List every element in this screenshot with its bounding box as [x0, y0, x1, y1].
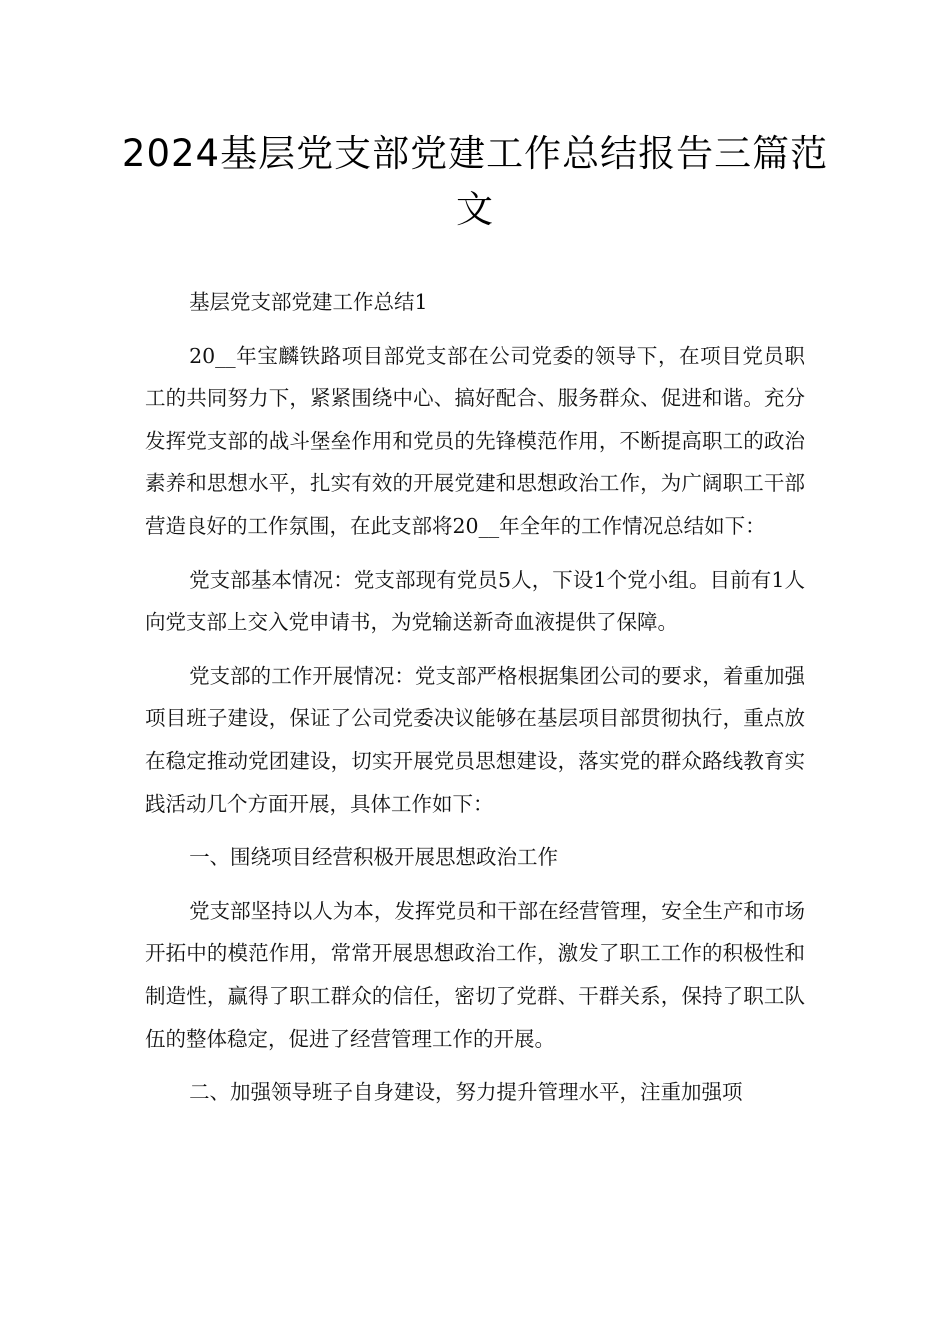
subsection-heading: 一、围绕项目经营积极开展思想政治工作 — [189, 845, 559, 870]
document-title: 2024基层党支部党建工作总结报告三篇范文 — [121, 132, 829, 231]
body-paragraph: 20__年宝麟铁路项目部党支部在公司党委的领导下，在项目党员职工的共同努力下，紧紧围绕中心、搞好配合、服务群众、促进和谐。充分发挥党支部的战斗堡垒作用和党员的先锋模范作用，不断提高职工的政治素养和思想水平，扎实有效的开展党建和思想政治工作，为广阔职工干部营造良好的工作氛围，在此支部将20__年全年的工作情况总结如下： — [145, 343, 805, 538]
document-body — [145, 281, 805, 1125]
body-paragraph: 党支部坚持以人为本，发挥党员和干部在经营管理，安全生产和市场开拓中的模范作用，常常开展思想政治工作，激发了职工工作的积极性和制造性，赢得了职工群众的信任，密切了党群、干群关系，保持了职工队伍的整体稳定，促进了经营管理工作的开展。 — [145, 898, 805, 1051]
section-heading: 基层党支部党建工作总结1 — [189, 290, 428, 314]
subsection-heading: 二、加强领导班子自身建设，努力提升管理水平，注重加强项 — [189, 1080, 743, 1105]
body-paragraph: 党支部基本情况：党支部现有党员5人，下设1个党小组。目前有1人向党支部上交入党申请书，为党输送新奇血液提供了保障。 — [145, 567, 805, 635]
body-paragraph: 党支部的工作开展情况：党支部严格根据集团公司的要求，着重加强项目班子建设，保证了公司党委决议能够在基层项目部贯彻执行，重点放在稳定推动党团建设，切实开展党员思想建设，落实党的群众路线教育实践活动几个方面开展，具体工作如下： — [145, 663, 805, 816]
